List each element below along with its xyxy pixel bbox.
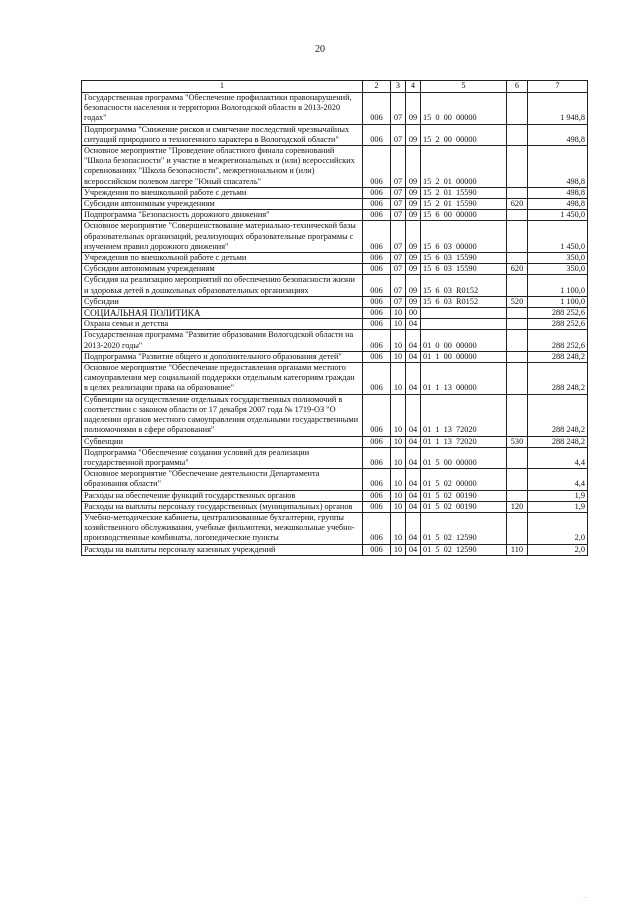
subsection-code: 09: [406, 221, 421, 253]
admin-code: 006: [363, 264, 391, 275]
amount: 498,8: [528, 199, 588, 210]
subsection-code: 09: [406, 124, 421, 145]
admin-code: 006: [363, 275, 391, 296]
amount: 288 248,2: [528, 363, 588, 395]
amount: 4,4: [528, 447, 588, 468]
expense-type-code: [507, 187, 528, 198]
amount: 1 948,8: [528, 93, 588, 125]
section-code: 07: [391, 221, 406, 253]
target-article-code: 01 0 00 00000: [421, 330, 507, 351]
admin-code: 006: [363, 146, 391, 188]
amount: 1,9: [528, 501, 588, 512]
target-article-code: 01 1 00 00000: [421, 351, 507, 362]
amount: 2,0: [528, 544, 588, 555]
admin-code: 006: [363, 210, 391, 221]
row-name: Субвенции: [82, 436, 363, 447]
target-article-code: 15 6 03 R0152: [421, 296, 507, 307]
amount: 1,9: [528, 490, 588, 501]
target-article-code: 01 5 00 00000: [421, 447, 507, 468]
table-row: [82, 93, 588, 125]
row-name: Основное мероприятие "Совершенствование материально-технической базы образовательных организаций, реализующих образовательные программы с изучением правил дорожного движения": [82, 221, 363, 253]
expense-type-code: [507, 319, 528, 330]
admin-code: 006: [363, 124, 391, 145]
amount: 288 248,2: [528, 351, 588, 362]
row-name: Учреждения по внешкольной работе с детьми: [82, 253, 363, 264]
row-name: Учреждения по внешкольной работе с детьми: [82, 187, 363, 198]
admin-code: 006: [363, 394, 391, 436]
table-row: [82, 544, 588, 555]
expense-type-code: 110: [507, 544, 528, 555]
admin-code: 006: [363, 447, 391, 468]
row-name: Подпрограмма "Развитие общего и дополнительного образования детей": [82, 351, 363, 362]
scan-mark: · · ·: [580, 896, 588, 901]
row-name: Субвенции на осуществление отдельных государственных полномочий в соответствии с законом области от 17 декабря 2007 года № 1719-ОЗ "О наделении органов местного самоуправления отдельными государственными полномочиями в сфере образования": [82, 394, 363, 436]
target-article-code: 01 1 13 72020: [421, 436, 507, 447]
section-code: 10: [391, 501, 406, 512]
admin-code: 006: [363, 436, 391, 447]
subsection-code: 04: [406, 469, 421, 490]
expense-type-code: [507, 146, 528, 188]
expense-type-code: [507, 351, 528, 362]
target-article-code: 01 1 13 00000: [421, 363, 507, 395]
amount: 1 450,0: [528, 210, 588, 221]
admin-code: 006: [363, 490, 391, 501]
admin-code: 006: [363, 187, 391, 198]
row-name: Подпрограмма "Снижение рисков и смягчение последствий чрезвычайных ситуаций природного и техногенного характера в Вологодской области": [82, 124, 363, 145]
expense-type-code: [507, 490, 528, 501]
admin-code: 006: [363, 199, 391, 210]
admin-code: 006: [363, 544, 391, 555]
expense-type-code: [507, 330, 528, 351]
table-row: [82, 199, 588, 210]
section-code: 07: [391, 275, 406, 296]
amount: 498,8: [528, 187, 588, 198]
section-code: 10: [391, 512, 406, 544]
section-code: 07: [391, 264, 406, 275]
row-name: Охрана семьи и детства: [82, 319, 363, 330]
table-row: [82, 146, 588, 188]
table-row: [82, 394, 588, 436]
expense-type-code: 530: [507, 436, 528, 447]
expense-type-code: [507, 363, 528, 395]
section-code: 07: [391, 199, 406, 210]
expense-type-code: [507, 93, 528, 125]
subsection-code: 00: [406, 308, 421, 319]
amount: 4,4: [528, 469, 588, 490]
target-article-code: 15 6 03 00000: [421, 221, 507, 253]
amount: 288 252,6: [528, 308, 588, 319]
section-code: 10: [391, 469, 406, 490]
section-code: 10: [391, 394, 406, 436]
target-article-code: 01 5 02 00000: [421, 469, 507, 490]
table-row: [82, 275, 588, 296]
target-article-code: 01 5 02 00190: [421, 501, 507, 512]
section-code: 10: [391, 308, 406, 319]
subsection-code: 09: [406, 93, 421, 125]
target-article-code: 15 2 01 00000: [421, 146, 507, 188]
header-cell: 3: [391, 81, 406, 93]
row-name: Основное мероприятие "Проведение областного финала соревнований "Школа безопасности" и участие в межрегиональных и (или) всероссийских соревнованиях "Школа безопасности", межрегиональном и (или) всероссийском полевом лагере "Юный спасатель": [82, 146, 363, 188]
section-code: 10: [391, 447, 406, 468]
table-row: [82, 124, 588, 145]
target-article-code: 01 5 02 12590: [421, 544, 507, 555]
row-name: Основное мероприятие "Обеспечение деятельности Департамента образования области": [82, 469, 363, 490]
expense-type-code: [507, 394, 528, 436]
section-code: 10: [391, 351, 406, 362]
header-cell: 5: [421, 81, 507, 93]
subsection-code: 04: [406, 501, 421, 512]
section-code: 10: [391, 490, 406, 501]
row-name: Субсидия на реализацию мероприятий по обеспечению безопасности жизни и здоровья детей в дошкольных образовательных организациях: [82, 275, 363, 296]
amount: 350,0: [528, 264, 588, 275]
subsection-code: 04: [406, 436, 421, 447]
target-article-code: 15 6 03 15590: [421, 264, 507, 275]
expense-type-code: [507, 124, 528, 145]
row-name: Подпрограмма "Обеспечение создания условий для реализации государственной программы": [82, 447, 363, 468]
subsection-code: 09: [406, 264, 421, 275]
subsection-code: 04: [406, 394, 421, 436]
table-row: [82, 512, 588, 544]
admin-code: 006: [363, 319, 391, 330]
section-code: 07: [391, 210, 406, 221]
expense-type-code: [507, 275, 528, 296]
admin-code: 006: [363, 501, 391, 512]
section-code: 07: [391, 124, 406, 145]
header-cell: 7: [528, 81, 588, 93]
table-row: [82, 210, 588, 221]
subsection-code: 09: [406, 146, 421, 188]
table-row: [82, 296, 588, 307]
subsection-code: 04: [406, 330, 421, 351]
expense-type-code: [507, 469, 528, 490]
section-code: 07: [391, 93, 406, 125]
section-code: 07: [391, 146, 406, 188]
row-name: Расходы на обеспечение функций государственных органов: [82, 490, 363, 501]
subsection-code: 04: [406, 319, 421, 330]
amount: 498,8: [528, 124, 588, 145]
header-cell: 6: [507, 81, 528, 93]
target-article-code: 01 1 13 72020: [421, 394, 507, 436]
amount: 1 100,0: [528, 275, 588, 296]
target-article-code: 01 5 02 12590: [421, 512, 507, 544]
section-code: 07: [391, 253, 406, 264]
table-row: [82, 490, 588, 501]
table-row: [82, 253, 588, 264]
target-article-code: [421, 319, 507, 330]
admin-code: 006: [363, 221, 391, 253]
target-article-code: 15 6 03 R0152: [421, 275, 507, 296]
subsection-code: 09: [406, 296, 421, 307]
amount: 1 450,0: [528, 221, 588, 253]
amount: 288 248,2: [528, 394, 588, 436]
row-name: Расходы на выплаты персоналу казенных учреждений: [82, 544, 363, 555]
table-row: [82, 330, 588, 351]
admin-code: 006: [363, 308, 391, 319]
expense-type-code: [507, 253, 528, 264]
section-code: 07: [391, 187, 406, 198]
admin-code: 006: [363, 351, 391, 362]
table-row: [82, 436, 588, 447]
page-number: 20: [315, 44, 325, 55]
admin-code: 006: [363, 93, 391, 125]
target-article-code: 15 0 00 00000: [421, 93, 507, 125]
row-name: Расходы на выплаты персоналу государственных (муниципальных) органов: [82, 501, 363, 512]
row-name: Государственная программа "Развитие образования Вологодской области на 2013-2020 годы": [82, 330, 363, 351]
amount: 288 248,2: [528, 436, 588, 447]
expense-type-code: [507, 512, 528, 544]
row-name: Субсидии автономным учреждениям: [82, 199, 363, 210]
expense-type-code: [507, 210, 528, 221]
amount: 288 252,6: [528, 319, 588, 330]
admin-code: 006: [363, 363, 391, 395]
header-cell: 2: [363, 81, 391, 93]
subsection-code: 09: [406, 253, 421, 264]
target-article-code: 15 2 00 00000: [421, 124, 507, 145]
admin-code: 006: [363, 469, 391, 490]
subsection-code: 04: [406, 490, 421, 501]
target-article-code: 01 5 02 00190: [421, 490, 507, 501]
section-code: 10: [391, 544, 406, 555]
table-row: [82, 264, 588, 275]
admin-code: 006: [363, 296, 391, 307]
expense-type-code: [507, 221, 528, 253]
table-row: [82, 187, 588, 198]
table-row: [82, 363, 588, 395]
target-article-code: [421, 308, 507, 319]
amount: 1 100,0: [528, 296, 588, 307]
expense-type-code: 620: [507, 264, 528, 275]
expense-type-code: 520: [507, 296, 528, 307]
row-name: Субсидии автономным учреждениям: [82, 264, 363, 275]
expense-type-code: [507, 308, 528, 319]
budget-table: [81, 80, 588, 556]
section-code: 10: [391, 330, 406, 351]
subsection-code: 04: [406, 512, 421, 544]
row-name: Учебно-методические кабинеты, централизованные бухгалтерии, группы хозяйственного обслуживания, учебные фильмотеки, межшкольные учебно-производственные комбинаты, логопедические пункты: [82, 512, 363, 544]
section-code: 07: [391, 296, 406, 307]
table-row: [82, 469, 588, 490]
target-article-code: 15 2 01 15590: [421, 199, 507, 210]
subsection-code: 04: [406, 544, 421, 555]
amount: 2,0: [528, 512, 588, 544]
subsection-code: 09: [406, 275, 421, 296]
table-row: [82, 447, 588, 468]
row-name: Основное мероприятие "Обеспечение предоставления органами местного самоуправления мер социальной поддержки отдельным категориям граждан в целях реализации права на образование": [82, 363, 363, 395]
target-article-code: 15 2 01 15590: [421, 187, 507, 198]
target-article-code: 15 6 03 15590: [421, 253, 507, 264]
subsection-code: 04: [406, 351, 421, 362]
header-row: [82, 81, 588, 93]
amount: 288 252,6: [528, 330, 588, 351]
amount: 498,8: [528, 146, 588, 188]
subsection-code: 04: [406, 447, 421, 468]
header-cell: 1: [82, 81, 363, 93]
row-name: Субсидии: [82, 296, 363, 307]
amount: 350,0: [528, 253, 588, 264]
expense-type-code: 620: [507, 199, 528, 210]
admin-code: 006: [363, 330, 391, 351]
subsection-code: 04: [406, 363, 421, 395]
header-cell: 4: [406, 81, 421, 93]
admin-code: 006: [363, 253, 391, 264]
row-name: СОЦИАЛЬНАЯ ПОЛИТИКА: [82, 308, 363, 319]
row-name: Подпрограмма "Безопасность дорожного движения": [82, 210, 363, 221]
expense-type-code: 120: [507, 501, 528, 512]
section-code: 10: [391, 319, 406, 330]
expense-type-code: [507, 447, 528, 468]
admin-code: 006: [363, 512, 391, 544]
section-code: 10: [391, 436, 406, 447]
table-row: [82, 221, 588, 253]
subsection-code: 09: [406, 199, 421, 210]
subsection-code: 09: [406, 187, 421, 198]
subsection-code: 09: [406, 210, 421, 221]
table-row: [82, 308, 588, 319]
section-code: 10: [391, 363, 406, 395]
table-row: [82, 319, 588, 330]
row-name: Государственная программа "Обеспечение профилактики правонарушений, безопасности населения и территории Вологодской области в 2013-2020 годах": [82, 93, 363, 125]
target-article-code: 15 6 00 00000: [421, 210, 507, 221]
table-row: [82, 351, 588, 362]
table-row: [82, 501, 588, 512]
